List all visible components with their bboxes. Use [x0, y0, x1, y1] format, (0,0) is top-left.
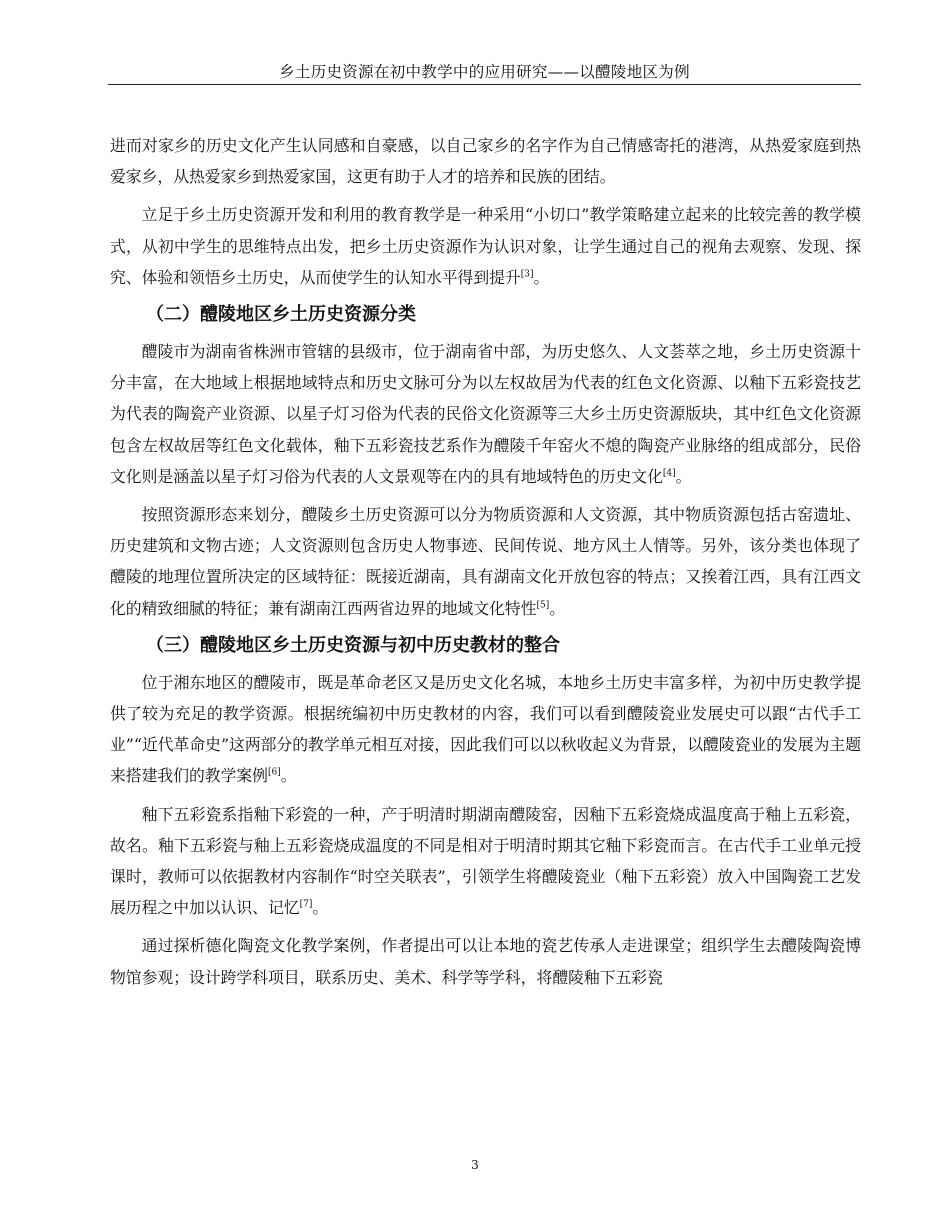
paragraph-end: 。: [675, 466, 692, 486]
citation-ref[interactable]: [3]: [520, 269, 534, 280]
paragraph: [110, 930, 861, 992]
header-rule: [108, 84, 861, 85]
citation-ref[interactable]: [5]: [536, 600, 550, 611]
paragraph-text: 位于湘东地区的醴陵市，既是革命老区又是历史文化名城，本地乡土历史丰富多样，为初中历史教学提供了较为充足的教学资源。根据统编初中历史教材的内容，我们可以看到醴陵瓷业发展史可以跟“古代手工业”“近代革命史”这两部分的教学单元相互对接，因此我们可以以秋收起义为背景，以醴陵瓷业的发展为主题来搭建我们的教学案例: [110, 672, 861, 786]
running-header: 乡土历史资源在初中教学中的应用研究——以醴陵地区为例: [279, 63, 690, 81]
paragraph: [110, 336, 861, 492]
page-content: [110, 130, 861, 1000]
paragraph: [110, 199, 861, 293]
paragraph-text: 进而对家乡的历史文化产生认同感和自豪感，以自己家乡的名字作为自己情感寄托的港湾，从热爱家庭到热爱家乡，从热爱家乡到热爱家国，这更有助于人才的培养和民族的团结。: [110, 136, 861, 187]
paragraph: [110, 799, 861, 924]
section-heading: （三）醴陵地区乡土历史资源与初中历史教材的整合: [146, 634, 560, 656]
citation-ref[interactable]: [7]: [299, 900, 313, 910]
paragraph: [110, 667, 861, 792]
section-heading: （二）醴陵地区乡土历史资源分类: [146, 304, 416, 326]
paragraph-text: 通过探析德化陶瓷文化教学案例，作者提出可以让本地的瓷艺传承人走进课堂；组织学生去醴陵陶瓷博物馆参观；设计跨学科项目，联系历史、美术、科学等学科，将醴陵釉下五彩瓷: [110, 936, 861, 987]
paragraph-text: 醴陵市为湖南省株洲市管辖的县级市，位于湖南省中部，为历史悠久、人文荟萃之地，乡土历史资源十分丰富，在大地域上根据地域特点和历史文脉可分为以左权故居为代表的红色文化资源、以釉下五彩瓷技艺为代表的陶瓷产业资源、以星子灯习俗为代表的民俗文化资源等三大乡土历史资源版块，其中红色文化资源包含左权故居等红色文化载体，釉下五彩瓷技艺系作为醴陵千年窑火不熄的陶瓷产业脉络的组成部分，民俗文化则是涵盖以星子灯习俗为代表的人文景观等在内的具有地域特色的历史文化: [110, 342, 861, 486]
paragraph-text: 釉下五彩瓷系指釉下彩瓷的一种，产于明清时期湖南醴陵窑，因釉下五彩瓷烧成温度高于釉上五彩瓷，故名。釉下五彩瓷与釉上五彩瓷烧成温度的不同是相对于明清时期其它釉下彩瓷而言。在古代手工业单元授课时，教师可以依据教材内容制作“时空关联表”，引领学生将醴陵瓷业（釉下五彩瓷）放入中国陶瓷工艺发展历程之中加以认识、记忆: [110, 804, 861, 918]
citation-ref[interactable]: [6]: [267, 768, 281, 779]
paragraph-text: 按照资源形态来划分，醴陵乡土历史资源可以分为物质资源和人文资源，其中物质资源包括古窑遗址、历史建筑和文物古迹；人文资源则包含历史人物事迹、民间传说、地方风土人情等。另外，该分类也体现了醴陵的地理位置所决定的区域特征：既接近湖南，具有湖南文化开放包容的特点；又挨着江西，具有江西文化的精致细腻的特征；兼有湖南江西两省边界的地域文化特性: [110, 505, 861, 618]
paragraph-end: 。: [549, 598, 566, 618]
paragraph-text: 立足于乡土历史资源开发和利用的教育教学是一种采用“小切口”教学策略建立起来的比较完善的教学模式，从初中学生的思维特点出发，把乡土历史资源作为认识对象，让学生通过自己的视角去观察、发现、探究、体验和领悟乡土历史，从而使学生的认知水平得到提升: [110, 205, 861, 287]
paragraph-end: 。: [312, 898, 329, 918]
citation-ref[interactable]: [4]: [662, 468, 676, 479]
paragraph-end: 。: [533, 267, 550, 287]
paragraph: [110, 499, 861, 624]
page-number: 3: [471, 1158, 479, 1172]
paragraph: [110, 130, 861, 192]
paragraph-end: 。: [280, 766, 297, 786]
